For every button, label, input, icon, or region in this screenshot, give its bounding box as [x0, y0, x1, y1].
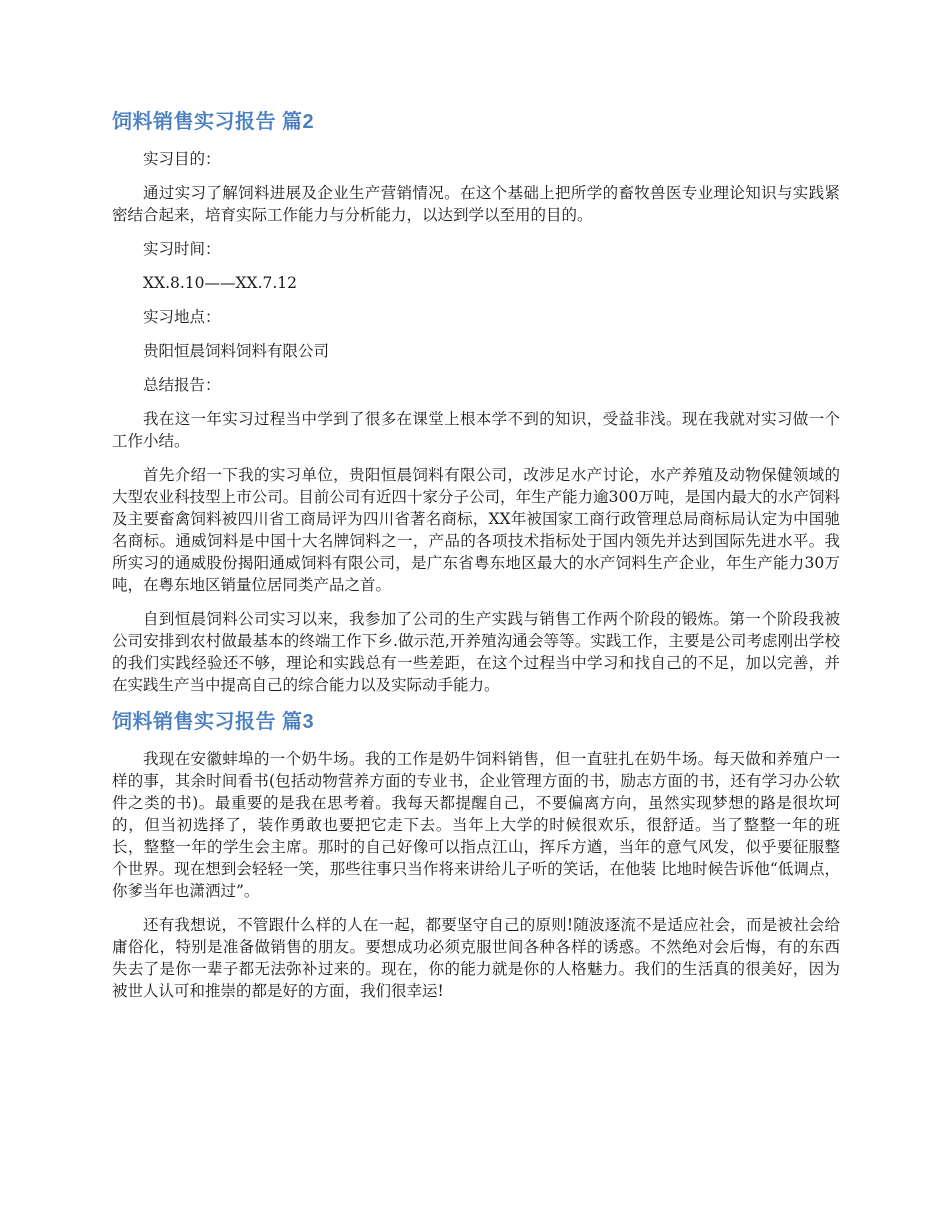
paragraph: 还有我想说，不管跟什么样的人在一起，都要坚守自己的原则!随波逐流不是适应社会，而是被社会给庸俗化，特别是准备做销售的朋友。要想成功必须克服世间各种各样的诱惑。不然绝对会后悔，有的东西失去了是你一辈子都无法弥补过来的。现在，你的能力就是你的人格魅力。我们的生活真的很美好，因为被世人认可和推崇的都是好的方面，我们很幸运! [112, 916, 840, 1000]
paragraph: 我在这一年实习过程当中学到了很多在课堂上根本学不到的知识，受益非浅。现在我就对实习做一个工作小结。 [112, 410, 840, 450]
paragraph: 自到恒晨饲料公司实习以来，我参加了公司的生产实践与销售工作两个阶段的锻炼。第一个阶段我被公司安排到农村做最基本的终端工作下乡.做示范,开养殖沟通会等等。实践工作，主要是公司考虑刚出学校的我们实践经验还不够，理论和实践总有一些差距，在这个过程当中学习和找自己的不足，加以完善，并在实践生产当中提高自己的综合能力以及实际动手能力。 [112, 610, 840, 694]
section-heading: 饲料销售实习报告 篇3 [112, 711, 315, 733]
paragraph: 首先介绍一下我的实习单位，贵阳恒晨饲料有限公司，改涉足水产讨论，水产养殖及动物保健领域的大型农业科技型上市公司。目前公司有近四十家分子公司，年生产能力逾300万吨，是国内最大的水产饲料及主要畜禽饲料被四川省工商局评为四川省著名商标，XX年被国家工商行政管理总局商标局认定为中国驰名商标。通威饲料是中国十大名牌饲料之一，产品的各项技术指标处于国内领先并达到国际先进水平。我所实习的通威股份揭阳通威饲料有限公司，是广东省粤东地区最大的水产饲料生产企业，年生产能力30万吨，在粤东地区销量位居同类产品之首。 [112, 466, 840, 594]
paragraph: 实习时间： [143, 240, 221, 258]
section-heading: 饲料销售实习报告 篇2 [112, 111, 315, 133]
paragraph: 贵阳恒晨饲料饲料有限公司 [143, 342, 330, 360]
paragraph: 通过实习了解饲料进展及企业生产营销情况。在这个基础上把所学的畜牧兽医专业理论知识与实践紧密结合起来，培育实际工作能力与分析能力，以达到学以至用的目的。 [112, 184, 840, 224]
document-page [112, 108, 840, 1002]
paragraph: 我现在安徽蚌埠的一个奶牛场。我的工作是奶牛饲料销售，但一直驻扎在奶牛场。每天做和养殖户一样的事，其余时间看书(包括动物营养方面的专业书，企业管理方面的书，励志方面的书，还有学习办公软件之类的书)。最重要的是我在思考着。我每天都提醒自己，不要偏离方向，虽然实现梦想的路是很坎坷的，但当初选择了，装作勇敢也要把它走下去。当年上大学的时候很欢乐，很舒适。当了整整一年的班长，整整一年的学生会主席。那时的自己好像可以指点江山，挥斥方遒，当年的意气风发，似乎要征服整个世界。现在想到会轻轻一笑，那些往事只当作将来讲给儿子听的笑话，在他装 比地时候告诉他“低调点，你爹当年也潇洒过”。 [112, 750, 840, 900]
paragraph: 总结报告： [143, 376, 221, 394]
paragraph: 实习目的： [143, 150, 221, 168]
paragraph: XX.8.10——XX.7.12 [143, 274, 298, 292]
paragraph: 实习地点： [143, 308, 221, 326]
